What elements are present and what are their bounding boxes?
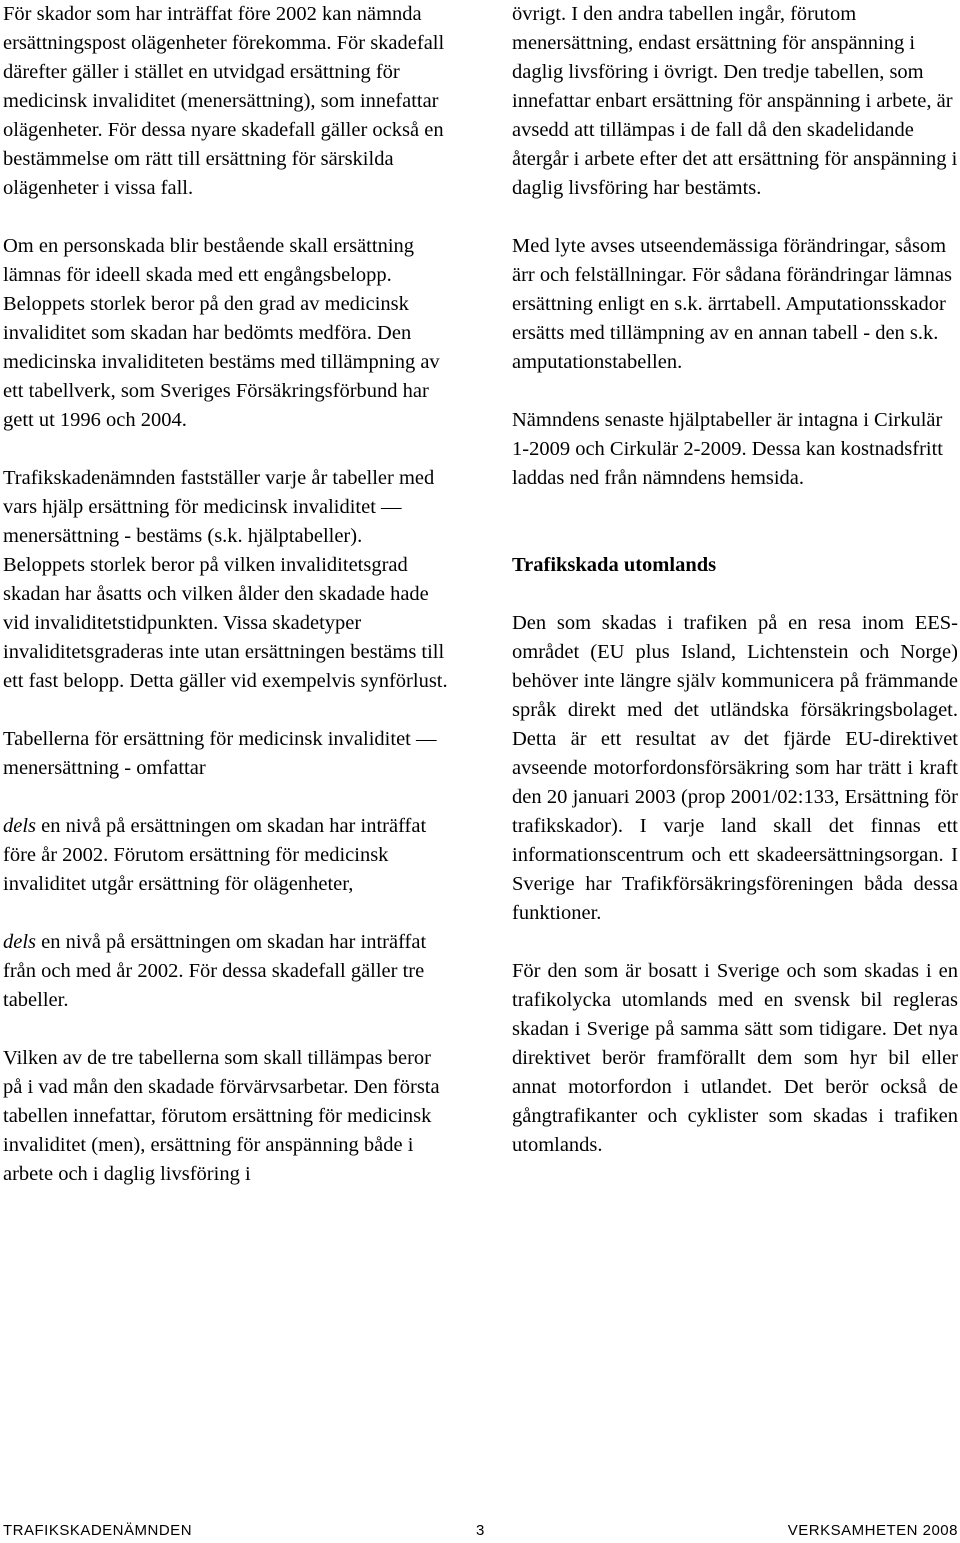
left-column: [3, 0, 449, 1218]
paragraph-olagenheter: För skador som har inträffat före 2002 kan nämnda ersättningspost olägenheter förekomma. För skadefall därefter gäller i stället en utvidgad ersättning för medicinsk invaliditet (menersättning), som innefattar olägenheter. För dessa nyare skadefall gäller också en bestämmelse om rätt till ersättning för särskilda olägenheter i vissa fall.: [3, 3, 445, 199]
paragraph-lyte: Med lyte avses utseendemässiga förändringar, såsom ärr och felställningar. För sådana förändringar lämnas ersättning enligt en s.k. ärrtabell. Amputationsskador ersätts med tillämpning av en annan tabell - den s.k. amputationstabellen.: [512, 235, 953, 373]
right-column: [512, 0, 958, 1189]
paragraph-dels-fran-2002: [3, 928, 449, 1015]
emphasis-dels: dels: [3, 815, 37, 837]
section-heading: Trafikskada utomlands: [512, 554, 717, 576]
paragraph-hjalptabeller: Trafikskadenämnden fastställer varje år tabeller med vars hjälp ersättning för medicinsk invaliditet — menersättning - bestäms (s.k. hjälptabeller). Beloppets storlek beror på vilken invaliditetsgrad skadan har åsatts och vilken ålder den skadade hade vid invaliditetstidpunkten. Vissa skadetyper invaliditetsgraderas inte utan ersättningen bestäms till ett fast belopp. Detta gäller vid exempelvis synförlust.: [3, 467, 448, 692]
paragraph-text: en nivå på ersättningen om skadan har inträffat före år 2002. Förutom ersättning för medicinsk invaliditet utgår ersättning för olägenheter,: [3, 815, 427, 895]
footer-page-number: 3: [476, 1522, 485, 1539]
emphasis-dels: dels: [3, 931, 37, 953]
paragraph-tre-tabeller: Vilken av de tre tabellerna som skall tillämpas beror på i vad mån den skadade förvärvsarbetar. Den första tabellen innefattar, förutom ersättning för medicinsk invaliditet (men), ersättning för anspänning både i arbete och i daglig livsföring i: [3, 1047, 440, 1185]
paragraph-tabeller-fortsattning: övrigt. I den andra tabellen ingår, förutom menersättning, endast ersättning för anspänning i daglig livsföring i övrigt. Den tredje tabellen, som innefattar enbart ersättning för anspänning i arbete, är avsedd att tillämpas i de fall då den skadelidande återgår i arbete efter det att ersättning för anspänning i daglig livsföring har bestämts.: [512, 3, 958, 199]
paragraph-text: en nivå på ersättningen om skadan har inträffat från och med år 2002. För dessa skadefall gäller tre tabeller.: [3, 931, 427, 1011]
paragraph-dels-fore-2002: [3, 812, 449, 899]
paragraph-bosatt-i-sverige: För den som är bosatt i Sverige och som skadas i en trafikolycka utomlands med en svensk bil regleras skadan i Sverige på samma sätt som tidigare. Det nya direktivet berör framförallt dem som hyr bil eller annat motorfordon i utlandet. Det berör också de gångtrafikanter och cyklister som skadas i trafiken utomlands.: [512, 960, 958, 1156]
footer-report-title: VERKSAMHETEN 2008: [787, 1522, 958, 1539]
paragraph-cirkular: Nämndens senaste hjälptabeller är intagna i Cirkulär 1-2009 och Cirkulär 2-2009. Dessa kan kostnadsfritt laddas ned från nämndens hemsida.: [512, 409, 943, 489]
paragraph-ees-omradet: Den som skadas i trafiken på en resa inom EES-området (EU plus Island, Lichtenstein och Norge) behöver inte längre själv kommunicera på främmande språk direkt med det utländska försäkringsbolaget. Detta är ett resultat av det fjärde EU-direktivet avseende motorfordonsförsäkring som har trätt i kraft den 20 januari 2003 (prop 2001/02:133, Ersättning för trafikskador). I varje land skall det finnas ett informationscentrum och ett skadeersättningsorgan. I Sverige har Trafikförsäkringsföreningen båda dessa funktioner.: [512, 612, 958, 924]
paragraph-bestaende-skada: Om en personskada blir bestående skall ersättning lämnas för ideell skada med ett engångsbelopp. Beloppets storlek beror på den grad av medicinsk invaliditet som skadan har bedömts medföra. Den medicinska invaliditeten bestäms med tillämpning av ett tabellverk, som Sveriges Försäkringsförbund har gett ut 1996 och 2004.: [3, 235, 440, 431]
footer-organization: TRAFIKSKADENÄMNDEN: [3, 1522, 193, 1539]
paragraph-tabellerna-omfattar: Tabellerna för ersättning för medicinsk invaliditet — menersättning - omfattar: [3, 728, 437, 779]
page-footer: [0, 1522, 960, 1543]
